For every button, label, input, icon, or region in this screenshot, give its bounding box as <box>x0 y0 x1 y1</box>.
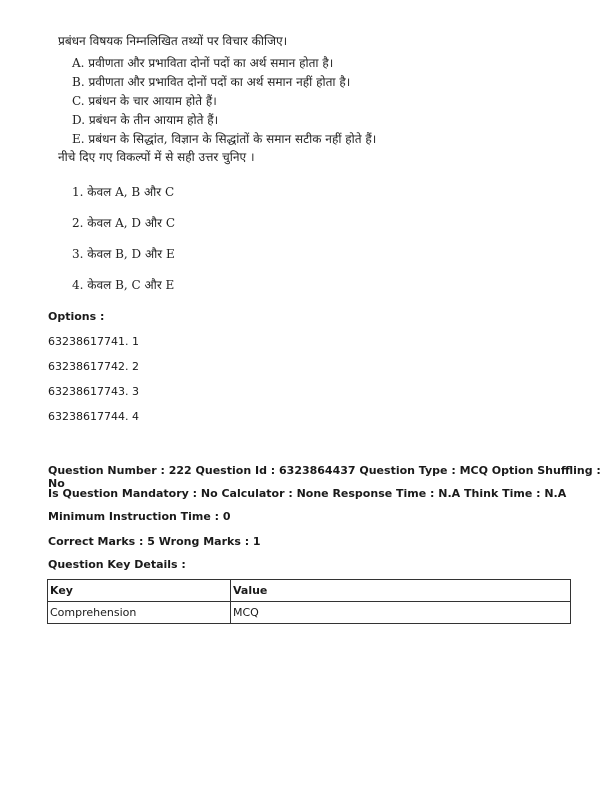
question-info-line-3: Minimum Instruction Time : 0 <box>48 510 231 523</box>
choice-2: 2. केवल A, D और C <box>72 216 176 230</box>
statement-b: B. प्रवीणता और प्रभावित दोनों पदों का अर्थ समान नहीं होता है। <box>72 75 351 89</box>
header-value: Value <box>231 580 571 602</box>
statement-a: A. प्रवीणता और प्रभाविता दोनों पदों का अर्थ समान होता है। <box>72 56 334 70</box>
cell-value: MCQ <box>231 602 571 624</box>
key-details-table <box>47 579 571 624</box>
option-item-2: 63238617742. 2 <box>48 360 139 373</box>
statement-d: D. प्रबंधन के तीन आयाम होते हैं। <box>72 113 219 127</box>
choice-list <box>72 182 175 306</box>
statement-c: C. प्रबंधन के चार आयाम होते हैं। <box>72 94 217 108</box>
choice-3: 3. केवल B, D और E <box>72 247 175 261</box>
table-row <box>48 602 571 624</box>
option-item-1: 63238617741. 1 <box>48 335 139 348</box>
header-key: Key <box>48 580 231 602</box>
question-info-line-2: Is Question Mandatory : No Calculator : None Response Time : N.A Think Time : N.A <box>48 487 567 500</box>
choice-4: 4. केवल B, C और E <box>72 278 175 292</box>
question-heading: प्रबंधन विषयक निम्नलिखित तथ्यों पर विचार कीजिए। <box>58 34 288 48</box>
option-item-3: 63238617743. 3 <box>48 385 139 398</box>
marks-line: Correct Marks : 5 Wrong Marks : 1 <box>48 535 261 548</box>
choice-1: 1. केवल A, B और C <box>72 185 175 199</box>
key-details-label: Question Key Details : <box>48 558 186 571</box>
statement-list <box>72 54 376 149</box>
statement-e: E. प्रबंधन के सिद्धांत, विज्ञान के सिद्धांतों के समान सटीक नहीं होते हैं। <box>72 132 377 146</box>
question-prompt: नीचे दिए गए विकल्पों में से सही उत्तर चुनिए । <box>58 150 255 164</box>
options-label: Options : <box>48 310 105 323</box>
question-info-line-1: Question Number : 222 Question Id : 6323864437 Question Type : MCQ Option Shuffling : No <box>48 464 601 490</box>
table-header-row <box>48 580 571 602</box>
cell-key: Comprehension <box>48 602 231 624</box>
option-item-4: 63238617744. 4 <box>48 410 139 423</box>
